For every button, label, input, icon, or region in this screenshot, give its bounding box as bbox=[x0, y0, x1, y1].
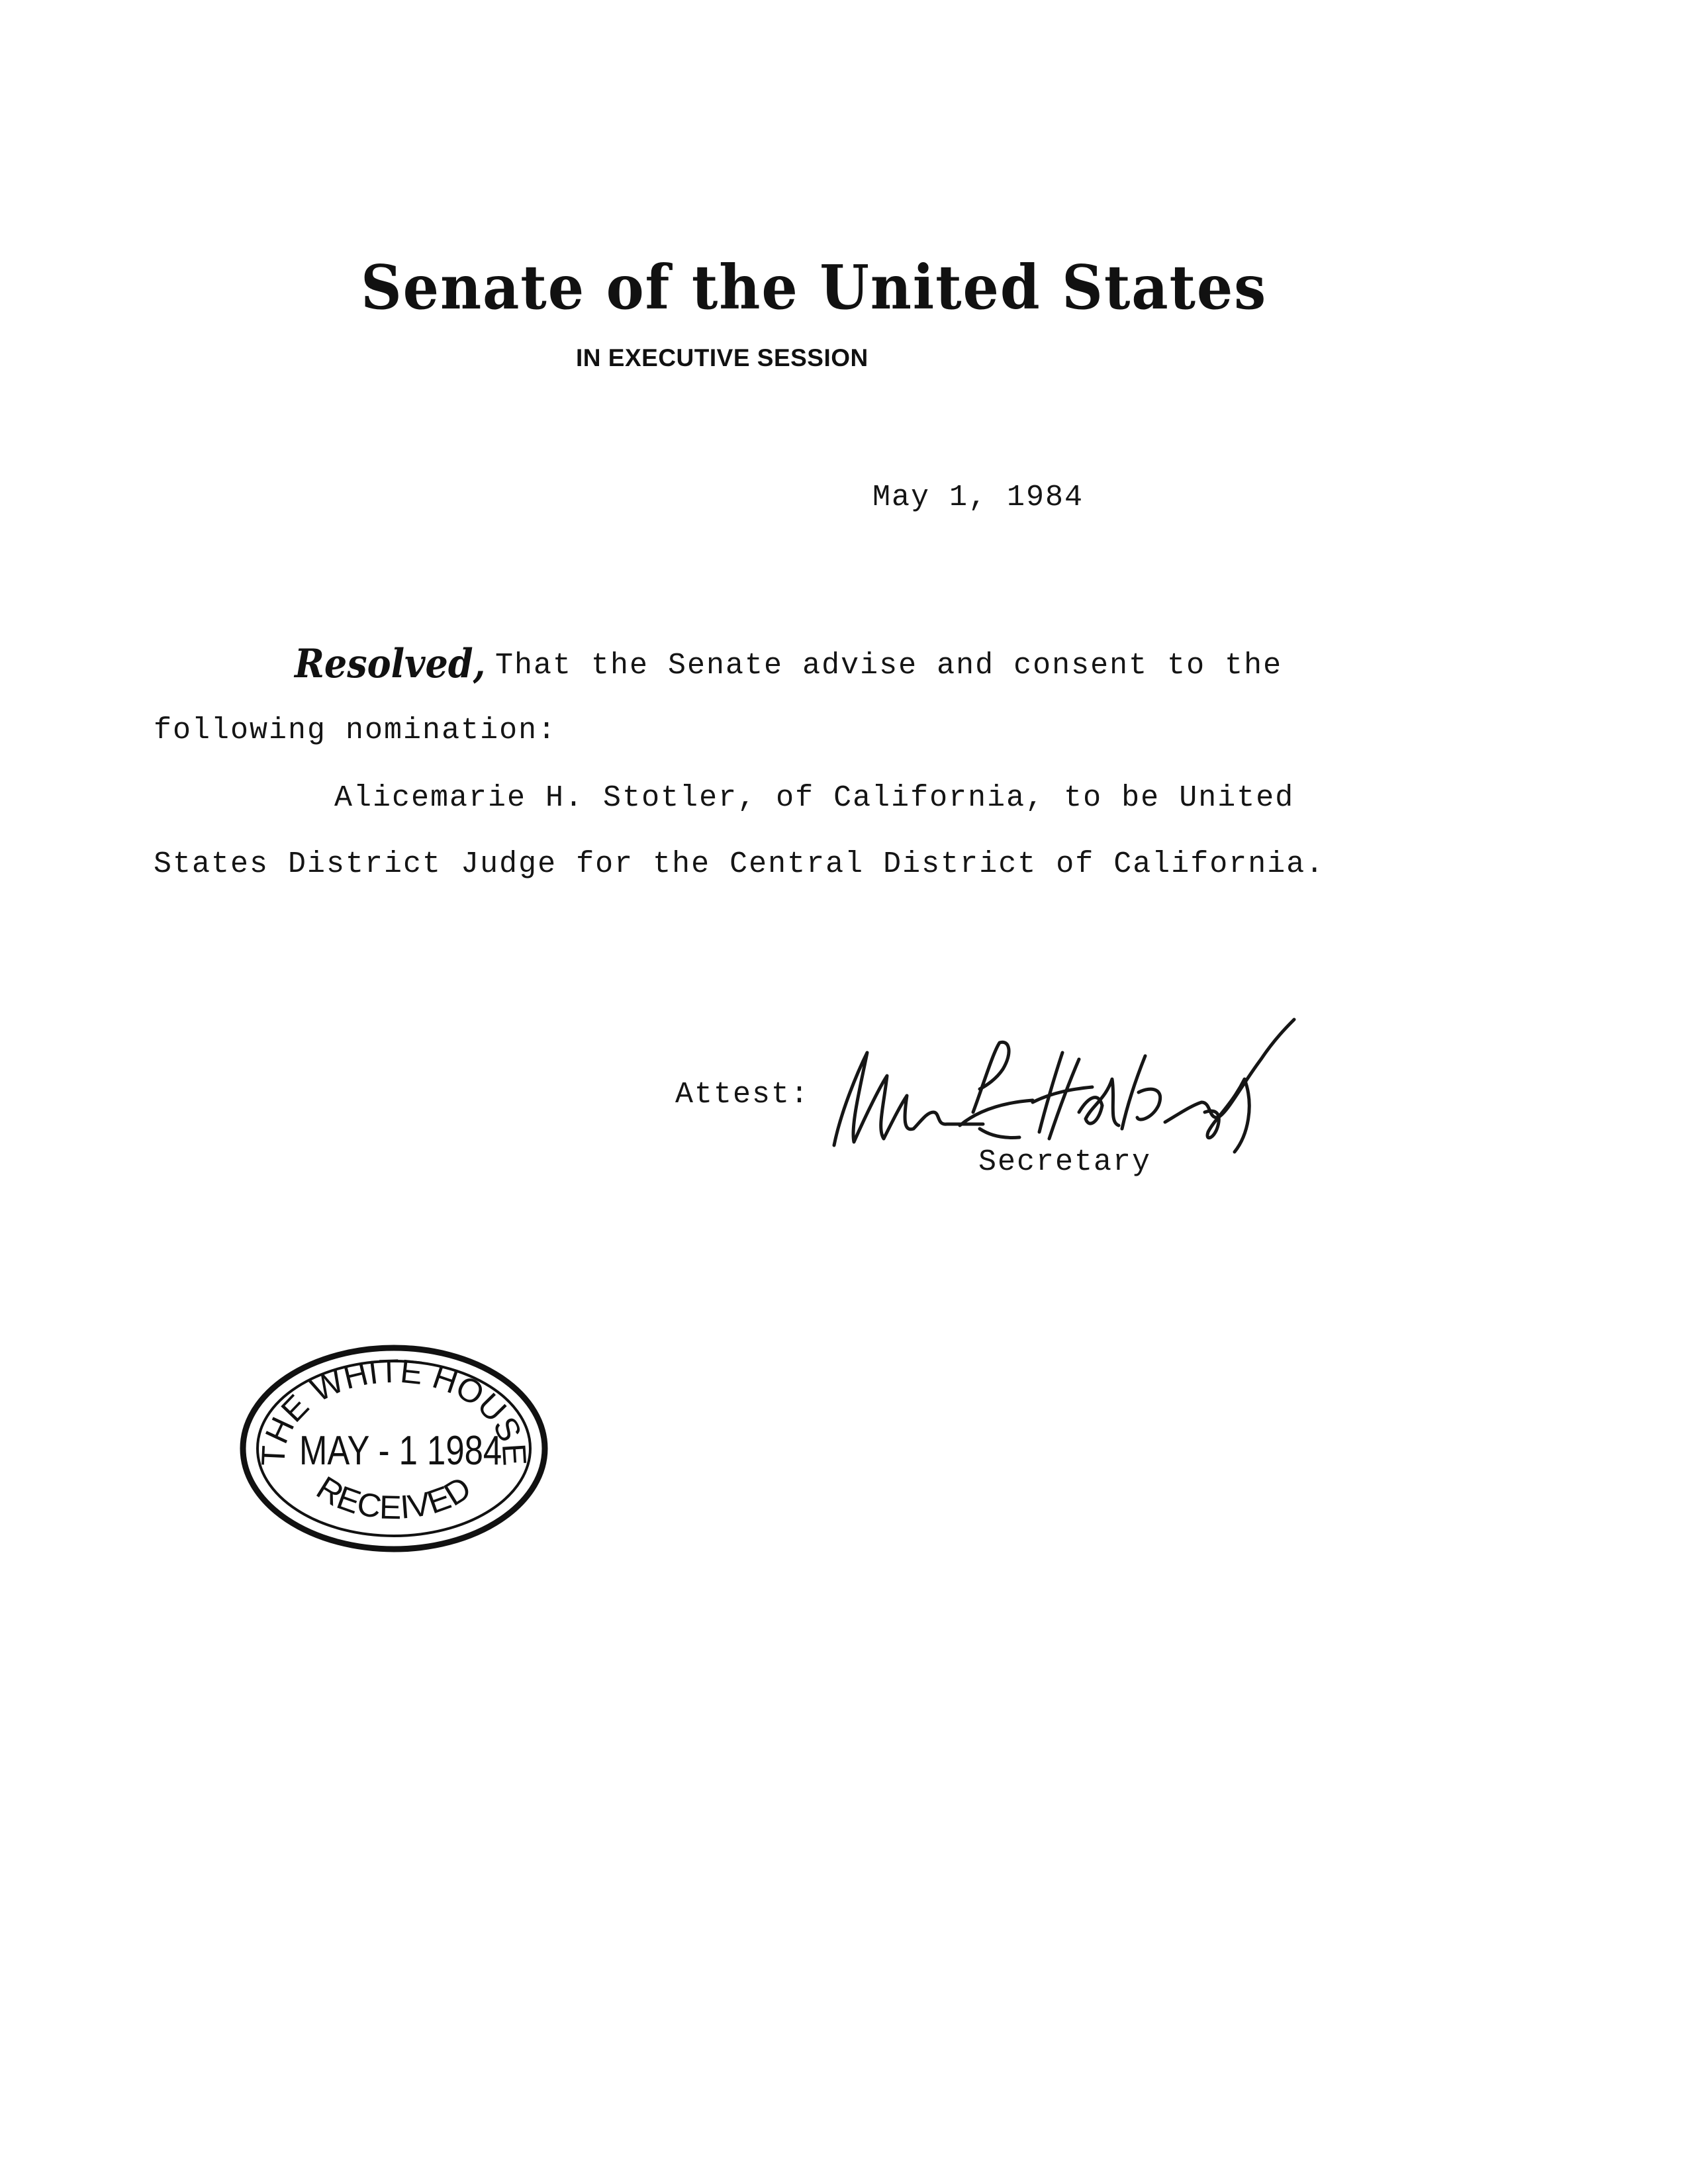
secretary-signature bbox=[821, 1013, 1337, 1165]
stamp-top-text: THE WHITE HOUSE bbox=[254, 1352, 534, 1467]
attest-label: Attest: bbox=[675, 1078, 810, 1112]
document-subtitle: IN EXECUTIVE SESSION bbox=[576, 344, 868, 371]
resolution-line-1: That the Senate advise and consent to the bbox=[495, 649, 1283, 683]
resolved-word: Resolved, bbox=[295, 641, 486, 687]
document-title: Senate of the United States bbox=[361, 252, 1268, 323]
nomination-line-1: Alicemarie H. Stotler, of California, to be United bbox=[334, 781, 1295, 815]
document-date: May 1, 1984 bbox=[872, 481, 1084, 514]
stamp-bottom-text: RECEIVED bbox=[310, 1468, 478, 1527]
secretary-label: Secretary bbox=[978, 1145, 1152, 1179]
stamp-date: MAY - 1 1984 bbox=[299, 1428, 502, 1474]
nomination-line-2: States District Judge for the Central District of California. bbox=[154, 847, 1325, 881]
resolution-line-2: following nomination: bbox=[154, 714, 557, 747]
